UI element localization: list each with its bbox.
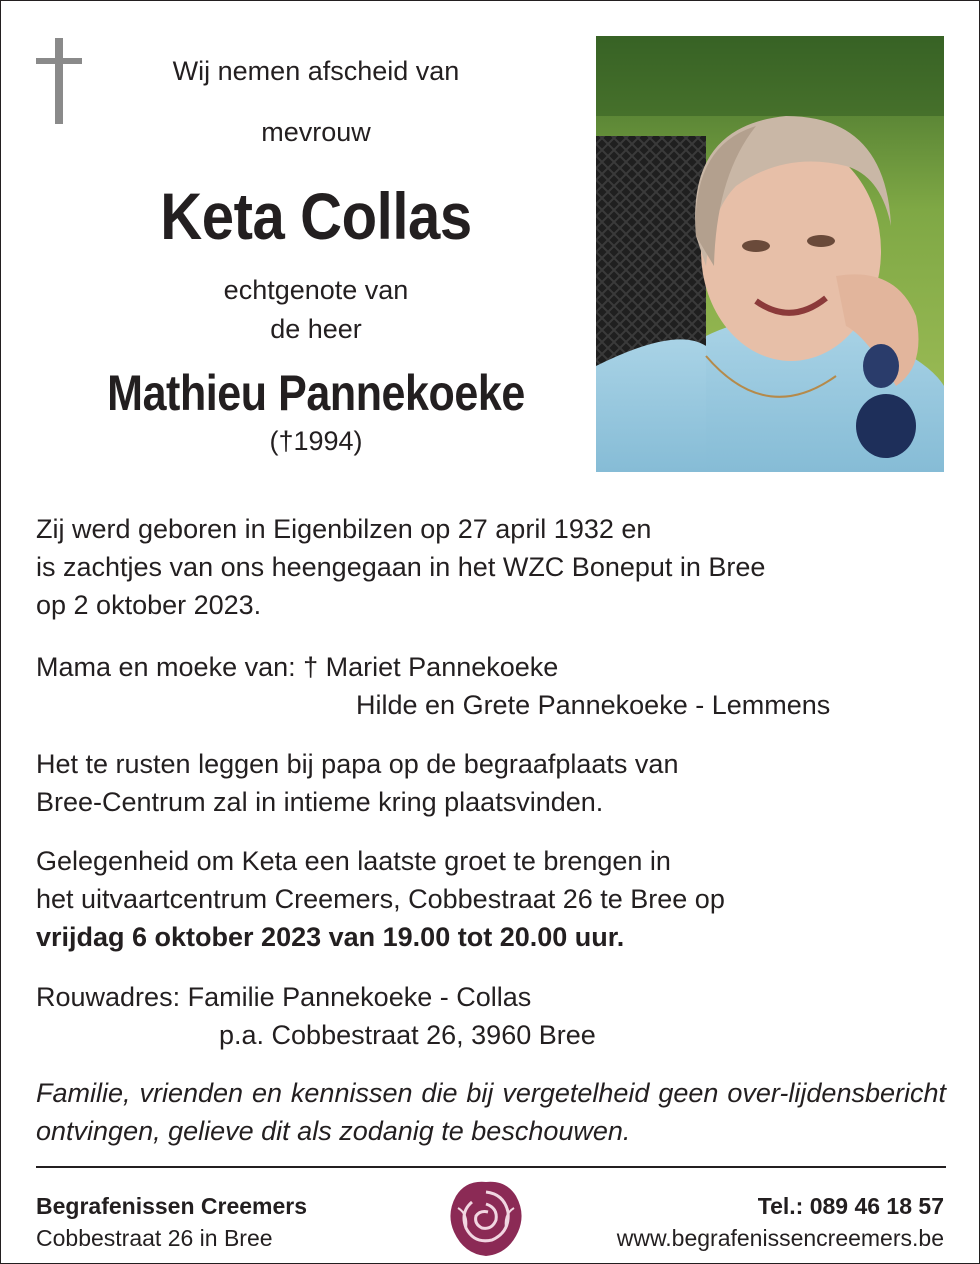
text-line: op 2 oktober 2023.: [36, 590, 262, 620]
visit-paragraph: [36, 842, 946, 956]
deceased-name: Keta Collas: [160, 179, 472, 253]
burial-paragraph: [36, 745, 946, 821]
salutation: mevrouw: [261, 117, 371, 147]
spouse-intro: echtgenote van: [223, 275, 409, 305]
portrait-photo: [596, 36, 944, 472]
text-line: het uitvaartcentrum Creemers, Cobbestraat 26 te Bree op: [36, 884, 725, 914]
spouse-death-year: (†1994): [269, 426, 363, 456]
website-link[interactable]: www.begrafenissencreemers.be: [616, 1225, 944, 1251]
footer-divider: [36, 1166, 946, 1168]
address-paragraph: [36, 978, 946, 1054]
rose-logo-icon: [448, 1178, 524, 1258]
text-line: Gelegenheid om Keta een laatste groet te brengen in: [36, 846, 671, 876]
text-line: Zij werd geboren in Eigenbilzen op 27 april 1932 en: [36, 514, 652, 544]
text-line: Bree-Centrum zal in intieme kring plaatsvinden.: [36, 787, 604, 817]
intro-text: Wij nemen afscheid van: [172, 56, 460, 86]
spouse-name: Mathieu Pannekoeke: [107, 365, 525, 421]
visit-time: vrijdag 6 oktober 2023 van 19.00 tot 20.00 uur.: [36, 922, 625, 952]
funeral-home-address: Cobbestraat 26 in Bree: [36, 1225, 273, 1251]
address-label: Rouwadres:: [36, 982, 181, 1012]
funeral-home-name: Begrafenissen Creemers: [36, 1193, 308, 1219]
children-label: Mama en moeke van:: [36, 652, 296, 682]
spouse-title: de heer: [270, 314, 362, 344]
contact-info: [617, 1190, 944, 1254]
birth-paragraph: [36, 510, 946, 624]
funeral-home-info: [36, 1190, 307, 1254]
address-line: Familie Pannekoeke - Collas: [187, 982, 532, 1012]
child-name: † Mariet Pannekoeke: [303, 652, 559, 682]
text-line: Het te rusten leggen bij papa op de begraafplaats van: [36, 749, 679, 779]
phone-number: Tel.: 089 46 18 57: [757, 1193, 944, 1219]
child-name: Hilde en Grete Pannekoeke - Lemmens: [356, 690, 831, 720]
text-line: is zachtjes van ons heengegaan in het WZC Boneput in Bree: [36, 552, 766, 582]
notice-paragraph: Familie, vrienden en kennissen die bij vergetelheid geen over-lijdensbericht ontvingen, gelieve dit als zodanig te beschouwen.: [36, 1078, 946, 1146]
address-line: p.a. Cobbestraat 26, 3960 Bree: [219, 1020, 596, 1050]
children-paragraph: [36, 648, 946, 724]
